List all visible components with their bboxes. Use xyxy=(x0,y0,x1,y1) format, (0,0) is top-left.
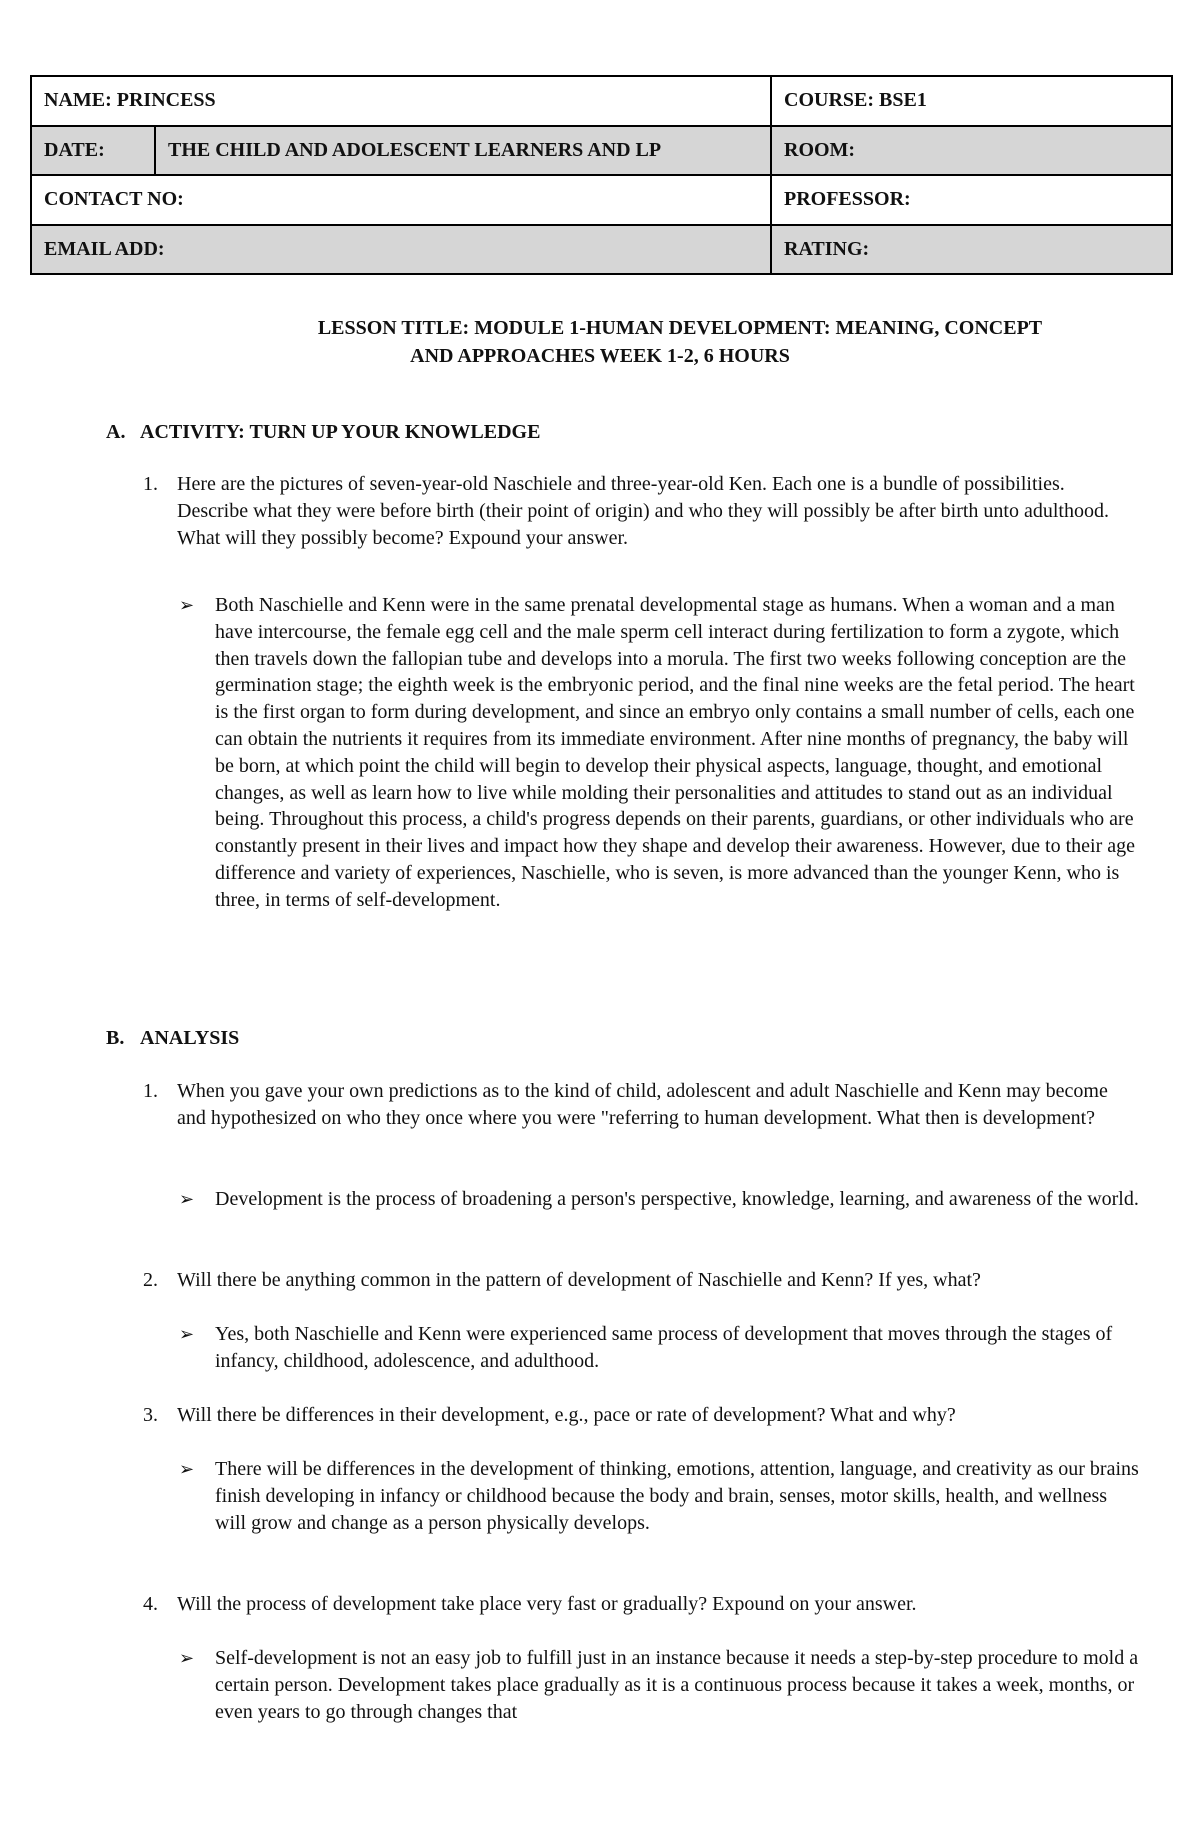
answer-text: Self-development is not an easy job to fulfill just in an instance because it needs a step-by-step procedure to mold a certain person. Development takes place gradually as it is a continuous process because it takes a week, months, or even years to go through changes that xyxy=(215,1647,1139,1723)
question-b1 xyxy=(143,1078,1133,1132)
section-a-heading xyxy=(106,418,540,446)
arrow-bullet-icon: ➢ xyxy=(179,1189,195,1209)
answer-b2 xyxy=(179,1321,1143,1375)
professor-cell: PROFESSOR: xyxy=(771,175,1172,225)
answer-b3 xyxy=(179,1456,1143,1537)
arrow-bullet-icon: ➢ xyxy=(179,1324,195,1344)
answer-text: There will be differences in the development of thinking, emotions, attention, language, and creativity as our brains finish developing in infancy or childhood because the body and brain, senses, motor skills, health, and wellness will grow and change as a person physically develops. xyxy=(215,1458,1139,1534)
lesson-title-line2: AND APPROACHES WEEK 1-2, 6 HOURS xyxy=(410,345,790,367)
question-number: 4. xyxy=(143,1593,158,1615)
question-text: Will there be anything common in the pattern of development of Naschielle and Kenn? If yes, what? xyxy=(177,1269,981,1291)
question-b4 xyxy=(143,1591,1133,1618)
section-b-heading xyxy=(106,1024,239,1052)
section-a-title: ACTIVITY: TURN UP YOUR KNOWLEDGE xyxy=(140,421,541,443)
answer-text: Yes, both Naschielle and Kenn were experienced same process of development that moves through the stages of infancy, childhood, adolescence, and adulthood. xyxy=(215,1323,1113,1372)
section-b-label: B. xyxy=(106,1027,125,1049)
answer-b4 xyxy=(179,1645,1143,1726)
question-text: Will the process of development take place very fast or gradually? Expound on your answer. xyxy=(177,1593,917,1615)
question-a1 xyxy=(143,471,1133,552)
course-cell: COURSE: BSE1 xyxy=(771,76,1172,126)
question-number: 1. xyxy=(143,1080,158,1102)
email-cell: EMAIL ADD: xyxy=(31,225,771,275)
arrow-bullet-icon: ➢ xyxy=(179,595,195,615)
name-cell: NAME: PRINCESS xyxy=(31,76,771,126)
question-b2 xyxy=(143,1267,1133,1294)
question-number: 2. xyxy=(143,1269,158,1291)
answer-a1 xyxy=(179,592,1143,914)
question-text: Will there be differences in their development, e.g., pace or rate of development? What and why? xyxy=(177,1404,956,1426)
student-info-table xyxy=(30,75,1173,275)
contact-cell: CONTACT NO: xyxy=(31,175,771,225)
question-number: 1. xyxy=(143,473,158,495)
room-cell: ROOM: xyxy=(771,126,1172,176)
answer-text: Both Naschielle and Kenn were in the same prenatal developmental stage as humans. When a woman and a man have intercourse, the female egg cell and the male sperm cell interact during fertilization to form a zygote, which then travels down the fallopian tube and develops into a morula. The first two weeks following conception are the germination stage; the eighth week is the embryonic period, and the final nine weeks are the fetal period. The heart is the first organ to form during development, and since an embryo only contains a small number of cells, each one can obtain the nutrients it requires from its immediate environment. After nine months of pregnancy, the baby will be born, at which point the child will begin to develop their physical aspects, language, thought, and emotional changes, as well as learn how to live while molding their personalities and attitudes to stand out as an individual being. Throughout this process, a child's progress depends on their parents, guardians, or other individuals who are constantly present in their lives and impact how they shape and develop their awareness. However, due to their age difference and variety of experiences, Naschielle, who is seven, is more advanced than the younger Kenn, who is three, in terms of self-development. xyxy=(215,594,1136,911)
question-text: Here are the pictures of seven-year-old Naschiele and three-year-old Ken. Each one is a bundle of possibilities. Describe what they were before birth (their point of origin) and who they will possibly be after birth unto adulthood. What will they possibly become? Expound your answer. xyxy=(177,473,1109,549)
question-text: When you gave your own predictions as to the kind of child, adolescent and adult Naschielle and Kenn may become and hypothesized on who they once where you were "referring to human development. What then is development? xyxy=(177,1080,1108,1129)
answer-b1 xyxy=(179,1186,1143,1213)
answer-text: Development is the process of broadening a person's perspective, knowledge, learning, and awareness of the world. xyxy=(215,1188,1139,1210)
arrow-bullet-icon: ➢ xyxy=(179,1459,195,1479)
question-b3 xyxy=(143,1402,1133,1429)
section-b-title: ANALYSIS xyxy=(140,1027,240,1049)
lesson-title-line1: LESSON TITLE: MODULE 1-HUMAN DEVELOPMENT: MEANING, CONCEPT xyxy=(317,317,1043,339)
rating-cell: RATING: xyxy=(771,225,1172,275)
subject-cell: THE CHILD AND ADOLESCENT LEARNERS AND LP xyxy=(155,126,771,176)
arrow-bullet-icon: ➢ xyxy=(179,1648,195,1668)
section-a-label: A. xyxy=(106,421,126,443)
question-number: 3. xyxy=(143,1404,158,1426)
date-cell: DATE: xyxy=(31,126,155,176)
